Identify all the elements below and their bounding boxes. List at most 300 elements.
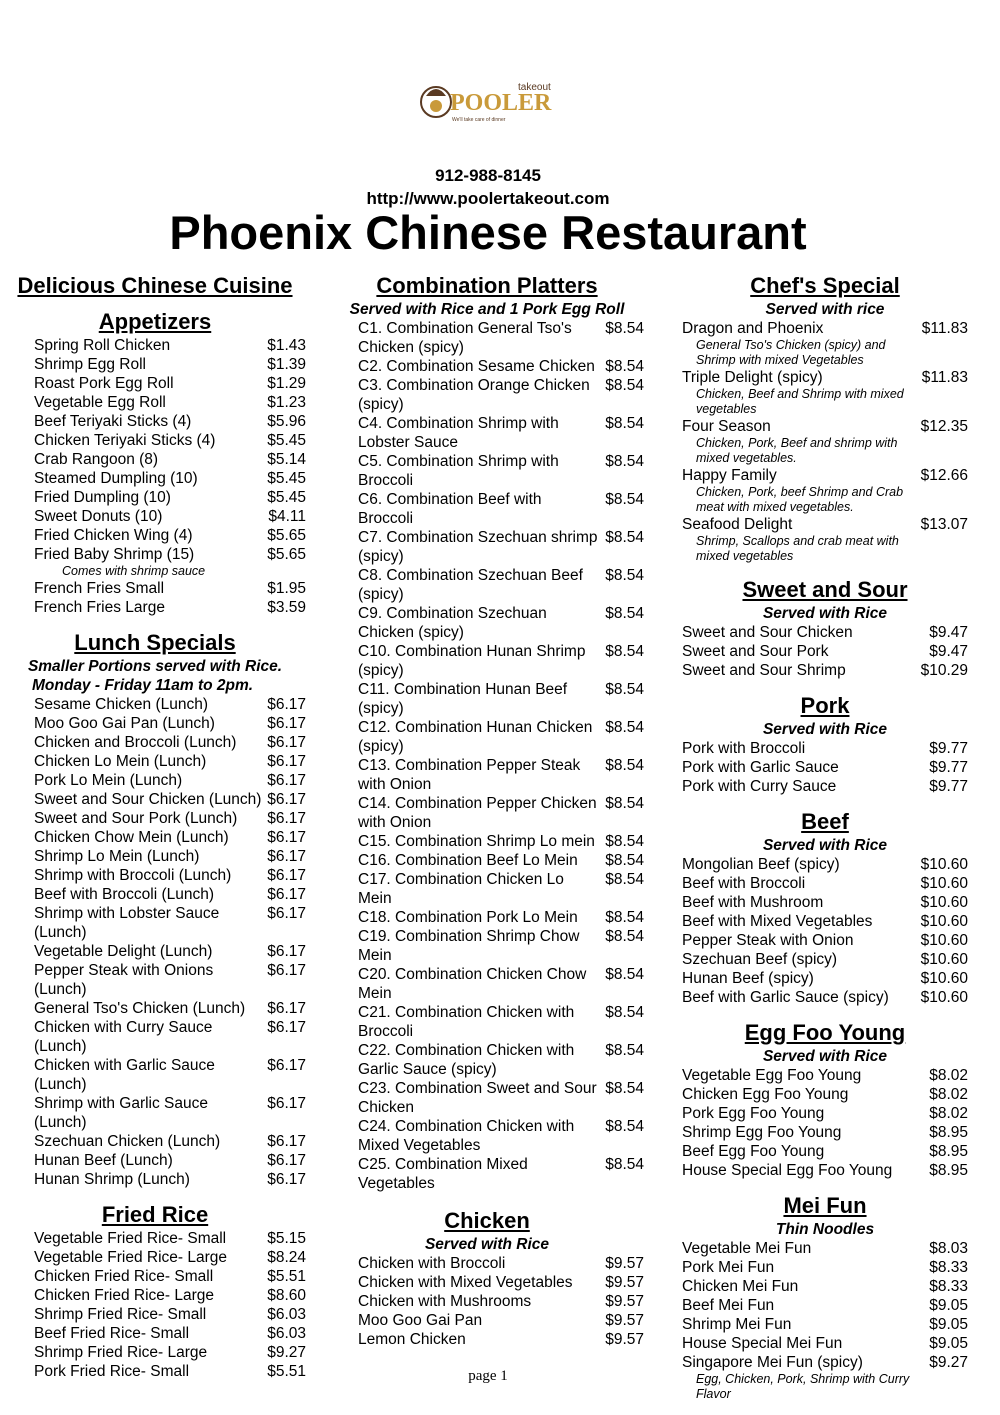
menu-item-price: $11.83 (921, 320, 968, 337)
menu-item-name: Spring Roll Chicken (34, 337, 171, 354)
menu-item-price: $5.45 (267, 489, 306, 506)
menu-item-name: C18. Combination Pork Lo Mein (358, 909, 578, 926)
menu-item (682, 1277, 968, 1296)
page-number: page 1 (468, 1368, 508, 1384)
chicken-list (330, 1254, 644, 1349)
menu-item-name: Hunan Beef (spicy) (682, 970, 814, 987)
menu-item-name: House Special Egg Foo Young (682, 1162, 893, 1179)
menu-item (34, 847, 306, 866)
menu-item-price: $9.77 (929, 759, 968, 776)
menu-item-name: Shrimp with Lobster Sauce (Lunch) (34, 905, 220, 941)
menu-item (358, 528, 644, 566)
menu-item (682, 777, 968, 796)
menu-item-note: Chicken, Pork, beef Shrimp and Crab meat with mixed vegetables. (696, 485, 904, 514)
menu-item-price: $5.65 (267, 546, 306, 563)
menu-item-name: C19. Combination Shrimp Chow Mein (358, 928, 580, 964)
menu-item (358, 718, 644, 756)
egg-foo-young-list (682, 1066, 968, 1180)
svg-text:We'll take care of dinner: We'll take care of dinner (452, 117, 506, 123)
menu-item (358, 1155, 644, 1193)
menu-item-name: Happy Family (682, 467, 777, 484)
chefs-special-list (682, 319, 968, 564)
menu-item (682, 931, 968, 950)
menu-item-name: Chicken with Curry Sauce (Lunch) (34, 1019, 213, 1055)
chefs-special-title: Chef's Special (750, 273, 900, 298)
menu-item-price: $6.17 (267, 848, 306, 865)
menu-item-price: $12.35 (920, 418, 968, 435)
menu-item-price: $8.54 (605, 909, 644, 926)
menu-item (682, 950, 968, 969)
menu-item-name: Chicken with Mushrooms (358, 1293, 532, 1310)
menu-item-name: Roast Pork Egg Roll (34, 375, 174, 392)
egg-foo-young-subtitle: Served with Rice (762, 1048, 888, 1065)
menu-item-price: $5.51 (267, 1268, 306, 1285)
menu-item-price: $8.02 (929, 1067, 968, 1084)
menu-item-name: Chicken Mei Fun (682, 1278, 799, 1295)
menu-item (34, 790, 306, 809)
menu-item-price: $8.60 (267, 1287, 306, 1304)
menu-item-price: $5.45 (267, 432, 306, 449)
menu-item (34, 733, 306, 752)
menu-item-name: Beef with Broccoli (682, 875, 806, 892)
menu-item-price: $8.95 (929, 1143, 968, 1160)
menu-item-name: Chicken Chow Mein (Lunch) (34, 829, 229, 846)
menu-item (34, 450, 306, 469)
menu-item (682, 969, 968, 988)
menu-item (34, 469, 306, 488)
menu-item-price: $6.17 (267, 696, 306, 713)
menu-item-name: Vegetable Mei Fun (682, 1240, 812, 1257)
pooler-logo (418, 78, 560, 126)
menu-item (34, 1170, 306, 1189)
menu-item-name: Chicken Egg Foo Young (682, 1086, 849, 1103)
menu-item-name: Crab Rangoon (8) (34, 451, 159, 468)
menu-item (682, 642, 968, 661)
menu-item-name: C24. Combination Chicken with Mixed Vegetables (358, 1118, 575, 1154)
menu-item-name: Hunan Shrimp (Lunch) (34, 1171, 190, 1188)
menu-item-name: Dragon and Phoenix (682, 320, 824, 337)
menu-item (34, 714, 306, 733)
menu-item-price: $8.54 (605, 871, 644, 888)
menu-item (358, 756, 644, 794)
menu-item-price: $8.54 (605, 605, 644, 622)
menu-item (358, 566, 644, 604)
menu-item (34, 771, 306, 790)
lunch-list (4, 695, 306, 1189)
menu-item-name: Pepper Steak with Onions (Lunch) (34, 962, 214, 998)
menu-item-price: $1.29 (267, 375, 306, 392)
menu-item-price: $6.17 (267, 962, 306, 979)
menu-item-price: $8.54 (605, 928, 644, 945)
menu-item (358, 927, 644, 965)
menu-item (682, 874, 968, 893)
menu-item-price: $8.54 (605, 377, 644, 394)
menu-item-price: $9.47 (929, 624, 968, 641)
svg-text:takeout: takeout (518, 82, 551, 93)
lunch-subtitle: Smaller Portions served with Rice. (27, 658, 283, 675)
menu-item-price: $8.54 (605, 1156, 644, 1173)
menu-item-name: Beef with Mixed Vegetables (682, 913, 873, 930)
menu-item-price: $4.11 (268, 508, 306, 525)
menu-item (34, 1343, 306, 1362)
menu-item-price: $5.51 (267, 1363, 306, 1380)
menu-item-name: Shrimp Fried Rice- Small (34, 1306, 207, 1323)
menu-item-price: $9.57 (605, 1293, 644, 1310)
sweet-sour-list (682, 623, 968, 680)
pork-title: Pork (800, 693, 850, 718)
menu-item-name: C2. Combination Sesame Chicken (358, 358, 595, 375)
menu-item-name: Shrimp Fried Rice- Large (34, 1344, 208, 1361)
menu-item-price: $8.54 (605, 415, 644, 432)
menu-item (358, 1292, 644, 1311)
menu-item (682, 739, 968, 758)
menu-item (34, 431, 306, 450)
menu-item-price: $8.54 (605, 453, 644, 470)
menu-item (34, 695, 306, 714)
menu-item-name: Chicken and Broccoli (Lunch) (34, 734, 237, 751)
menu-item-name: C3. Combination Orange Chicken (spicy) (358, 377, 590, 413)
menu-item-name: Beef Mei Fun (682, 1297, 775, 1314)
menu-item (34, 374, 306, 393)
lunch-hours: Monday - Friday 11am to 2pm. (32, 677, 254, 694)
menu-item-note: Chicken, Pork, Beef and shrimp with mixed vegetables. (696, 436, 898, 465)
menu-item-name: Lemon Chicken (358, 1331, 466, 1348)
menu-item-name: C1. Combination General Tso's Chicken (spicy) (358, 320, 572, 356)
menu-item (358, 832, 644, 851)
menu-item-note: Comes with shrimp sauce (62, 564, 206, 578)
menu-item-name: Vegetable Egg Foo Young (682, 1067, 862, 1084)
menu-item-price: $8.54 (605, 1080, 644, 1097)
menu-item (358, 490, 644, 528)
menu-item-name: Pork Egg Foo Young (682, 1105, 825, 1122)
beef-list (682, 855, 968, 1007)
chicken-title: Chicken (444, 1208, 530, 1233)
menu-item (682, 515, 968, 534)
menu-item-note: General Tso's Chicken (spicy) and Shrimp with mixed Vegetables (696, 338, 886, 367)
menu-item (682, 1123, 968, 1142)
menu-item-price: $6.17 (267, 829, 306, 846)
menu-item-name: Vegetable Fried Rice- Small (34, 1230, 227, 1247)
menu-item-price: $8.54 (605, 719, 644, 736)
menu-item (358, 1273, 644, 1292)
menu-item (682, 466, 968, 485)
menu-item-name: French Fries Small (34, 580, 165, 597)
menu-item-name: Steamed Dumpling (10) (34, 470, 198, 487)
menu-item-price: $8.02 (929, 1105, 968, 1122)
menu-item-name: Pork with Broccoli (682, 740, 806, 757)
menu-item-price: $10.60 (920, 932, 968, 949)
menu-item (682, 417, 968, 436)
menu-item-price: $12.66 (920, 467, 968, 484)
menu-item-price: $6.17 (267, 753, 306, 770)
menu-item (682, 893, 968, 912)
menu-item (34, 1248, 306, 1267)
menu-item (682, 1142, 968, 1161)
lunch-specials-title: Lunch Specials (74, 630, 236, 655)
menu-item-price: $8.95 (929, 1162, 968, 1179)
menu-item-price: $8.54 (605, 833, 644, 850)
menu-item-note: Chicken, Beef and Shrimp with mixed vegetables (696, 387, 904, 416)
menu-item-price: $8.54 (605, 320, 644, 337)
menu-item (682, 912, 968, 931)
mei-fun-title: Mei Fun (783, 1193, 867, 1218)
menu-item-price: $1.43 (267, 337, 306, 354)
menu-item-name: Szechuan Beef (spicy) (682, 951, 838, 968)
menu-item-name: Pork Mei Fun (682, 1259, 775, 1276)
menu-item (358, 1041, 644, 1079)
menu-item-price: $10.60 (920, 989, 968, 1006)
menu-item (682, 855, 968, 874)
menu-item (34, 598, 306, 617)
menu-item-price: $5.15 (267, 1230, 306, 1247)
menu-item-name: C7. Combination Szechuan shrimp (spicy) (358, 529, 598, 565)
menu-item-name: C22. Combination Chicken with Garlic Sauce (spicy) (358, 1042, 575, 1078)
menu-item-price: $5.45 (267, 470, 306, 487)
menu-item (358, 794, 644, 832)
menu-item-price: $8.24 (267, 1249, 306, 1266)
menu-item (358, 357, 644, 376)
menu-item-price: $5.14 (267, 451, 306, 468)
menu-item-name: Chicken Lo Mein (Lunch) (34, 753, 207, 770)
menu-item-name: Mongolian Beef (spicy) (682, 856, 840, 873)
menu-item-price: $6.17 (267, 1152, 306, 1169)
menu-item (682, 988, 968, 1007)
menu-item-price: $6.17 (267, 715, 306, 732)
pork-subtitle: Served with Rice (762, 721, 888, 738)
menu-item-name: Vegetable Egg Roll (34, 394, 166, 411)
menu-item-name: Sweet and Sour Pork (682, 643, 829, 660)
menu-item-price: $8.95 (929, 1124, 968, 1141)
menu-item (682, 1104, 968, 1123)
menu-item (34, 961, 306, 999)
menu-item (682, 623, 968, 642)
menu-item (682, 1334, 968, 1353)
menu-item-name: Sweet and Sour Shrimp (682, 662, 846, 679)
menu-item-price: $6.17 (267, 772, 306, 789)
menu-item-price: $11.83 (921, 369, 968, 386)
menu-item-price: $10.60 (920, 894, 968, 911)
menu-item-price: $8.54 (605, 966, 644, 983)
menu-item (34, 1094, 306, 1132)
menu-item-price: $8.54 (605, 681, 644, 698)
menu-item-name: C6. Combination Beef with Broccoli (358, 491, 542, 527)
menu-item-note: Shrimp, Scallops and crab meat with mixed vegetables (696, 534, 899, 563)
menu-item (34, 999, 306, 1018)
menu-item (34, 942, 306, 961)
menu-item (358, 604, 644, 642)
menu-item-name: Beef with Garlic Sauce (spicy) (682, 989, 889, 1006)
menu-item (358, 908, 644, 927)
menu-item-price: $6.17 (267, 1095, 306, 1112)
menu-item-name: Vegetable Delight (Lunch) (34, 943, 213, 960)
menu-item (34, 393, 306, 412)
combination-subtitle: Served with Rice and 1 Pork Egg Roll (349, 301, 625, 318)
menu-item-price: $9.05 (929, 1316, 968, 1333)
menu-item-name: Pork with Garlic Sauce (682, 759, 839, 776)
menu-item (34, 885, 306, 904)
fried-rice-title: Fried Rice (101, 1202, 209, 1227)
menu-item (682, 1258, 968, 1277)
menu-item-price: $9.57 (605, 1312, 644, 1329)
restaurant-title: Phoenix Chinese Restaurant (169, 206, 807, 259)
menu-item-price: $8.54 (605, 757, 644, 774)
menu-item-price: $6.17 (267, 810, 306, 827)
menu-item-name: Sweet and Sour Chicken (Lunch) (34, 791, 262, 808)
menu-item (358, 452, 644, 490)
menu-item-price: $9.05 (929, 1297, 968, 1314)
menu-item-price: $6.03 (267, 1306, 306, 1323)
menu-item-name: Beef with Broccoli (Lunch) (34, 886, 215, 903)
menu-item-name: Moo Goo Gai Pan (358, 1312, 483, 1329)
menu-item (34, 866, 306, 885)
menu-item (34, 752, 306, 771)
menu-item (34, 1018, 306, 1056)
menu-item (358, 1311, 644, 1330)
menu-item (358, 965, 644, 1003)
menu-item-name: Chicken with Garlic Sauce (Lunch) (34, 1057, 215, 1093)
beef-subtitle: Served with Rice (762, 837, 888, 854)
menu-item-name: Beef Egg Foo Young (682, 1143, 825, 1160)
menu-item (34, 526, 306, 545)
chicken-subtitle: Served with Rice (424, 1236, 550, 1253)
menu-item-name: Moo Goo Gai Pan (Lunch) (34, 715, 215, 732)
menu-item-price: $10.60 (920, 951, 968, 968)
egg-foo-young-title: Egg Foo Young (744, 1020, 906, 1045)
menu-item (682, 368, 968, 387)
menu-item-price: $6.17 (267, 791, 306, 808)
menu-item-name: C10. Combination Hunan Shrimp (spicy) (358, 643, 586, 679)
menu-item-name: Pepper Steak with Onion (682, 932, 854, 949)
menu-item-name: Pork Fried Rice- Small (34, 1363, 190, 1380)
menu-item-price: $9.57 (605, 1274, 644, 1291)
menu-item-price: $8.54 (605, 567, 644, 584)
menu-item-price: $6.17 (267, 905, 306, 922)
menu-item-name: C14. Combination Pepper Chicken with Onion (358, 795, 597, 831)
menu-item-price: $9.27 (929, 1354, 968, 1371)
menu-item-name: Shrimp Mei Fun (682, 1316, 792, 1333)
menu-item (34, 1324, 306, 1343)
menu-column-1 (4, 272, 306, 1381)
menu-item (34, 412, 306, 431)
menu-item-price: $10.60 (920, 856, 968, 873)
menu-item-name: Four Season (682, 418, 771, 435)
menu-item-price: $10.29 (920, 662, 968, 679)
menu-item-name: Fried Baby Shrimp (15) (34, 546, 195, 563)
appetizers-list (4, 336, 306, 617)
menu-item (682, 1066, 968, 1085)
menu-item (358, 1003, 644, 1041)
menu-item (682, 1296, 968, 1315)
menu-item-name: Fried Chicken Wing (4) (34, 527, 193, 544)
menu-item-price: $9.47 (929, 643, 968, 660)
menu-item-name: C16. Combination Beef Lo Mein (358, 852, 578, 869)
menu-item-price: $8.54 (605, 491, 644, 508)
menu-item-price: $8.03 (929, 1240, 968, 1257)
menu-item (34, 1151, 306, 1170)
menu-item-price: $6.17 (267, 886, 306, 903)
menu-item-name: Shrimp with Garlic Sauce (Lunch) (34, 1095, 209, 1131)
menu-item-name: C23. Combination Sweet and Sour Chicken (358, 1080, 597, 1116)
menu-item-name: Singapore Mei Fun (spicy) (682, 1354, 863, 1371)
menu-item (358, 870, 644, 908)
menu-item-price: $1.23 (267, 394, 306, 411)
menu-item (358, 1079, 644, 1117)
menu-item-price: $8.33 (929, 1259, 968, 1276)
website-link[interactable]: http://www.poolertakeout.com (366, 189, 610, 208)
menu-item (34, 355, 306, 374)
menu-item-price: $6.17 (267, 1057, 306, 1074)
menu-item-name: Seafood Delight (682, 516, 793, 533)
menu-item (358, 1254, 644, 1273)
menu-item-name: Shrimp Egg Roll (34, 356, 146, 373)
menu-item-name: Chicken with Broccoli (358, 1255, 506, 1272)
menu-item-name: C25. Combination Mixed Vegetables (358, 1156, 528, 1192)
menu-item (682, 1161, 968, 1180)
menu-item-name: C5. Combination Shrimp with Broccoli (358, 453, 559, 489)
menu-item (34, 545, 306, 564)
menu-item-price: $3.59 (267, 599, 306, 616)
menu-item (682, 319, 968, 338)
menu-item-price: $1.95 (267, 580, 306, 597)
menu-item-price: $9.57 (605, 1331, 644, 1348)
menu-item-name: C20. Combination Chicken Chow Mein (358, 966, 587, 1002)
menu-item-price: $1.39 (267, 356, 306, 373)
menu-item (34, 904, 306, 942)
menu-item (358, 1117, 644, 1155)
menu-item-name: Shrimp with Broccoli (Lunch) (34, 867, 232, 884)
menu-item-name: Sweet and Sour Chicken (682, 624, 853, 641)
menu-item-name: C13. Combination Pepper Steak with Onion (358, 757, 581, 793)
menu-item-price: $6.17 (267, 1133, 306, 1150)
menu-item (358, 1330, 644, 1349)
menu-column-2 (330, 272, 644, 1349)
menu-column-3 (682, 272, 968, 1402)
menu-item-name: Shrimp Egg Foo Young (682, 1124, 842, 1141)
menu-item (34, 507, 306, 526)
pork-list (682, 739, 968, 796)
menu-item (34, 1286, 306, 1305)
menu-item (682, 1315, 968, 1334)
menu-item-price: $6.17 (267, 734, 306, 751)
menu-item-name: General Tso's Chicken (Lunch) (34, 1000, 246, 1017)
mei-fun-subtitle: Thin Noodles (775, 1221, 875, 1238)
menu-item (34, 1267, 306, 1286)
menu-item-price: $6.17 (267, 867, 306, 884)
menu-item (34, 828, 306, 847)
menu-item-name: Chicken Fried Rice- Small (34, 1268, 214, 1285)
menu-item-price: $9.77 (929, 740, 968, 757)
menu-item (358, 642, 644, 680)
menu-item-price: $6.17 (267, 1171, 306, 1188)
menu-item (358, 319, 644, 357)
fried-rice-list (4, 1229, 306, 1381)
menu-item-price: $10.60 (920, 970, 968, 987)
menu-item-price: $8.54 (605, 852, 644, 869)
menu-item (34, 579, 306, 598)
menu-item-price: $8.33 (929, 1278, 968, 1295)
menu-item (358, 414, 644, 452)
menu-item (358, 851, 644, 870)
menu-item-price: $8.54 (605, 643, 644, 660)
menu-item (34, 809, 306, 828)
menu-item-price: $8.54 (605, 1004, 644, 1021)
menu-item (358, 680, 644, 718)
combination-title: Combination Platters (376, 273, 598, 298)
menu-item-name: Sweet and Sour Pork (Lunch) (34, 810, 238, 827)
menu-item-price: $8.54 (605, 1042, 644, 1059)
beef-title: Beef (801, 809, 849, 834)
menu-item (34, 1056, 306, 1094)
